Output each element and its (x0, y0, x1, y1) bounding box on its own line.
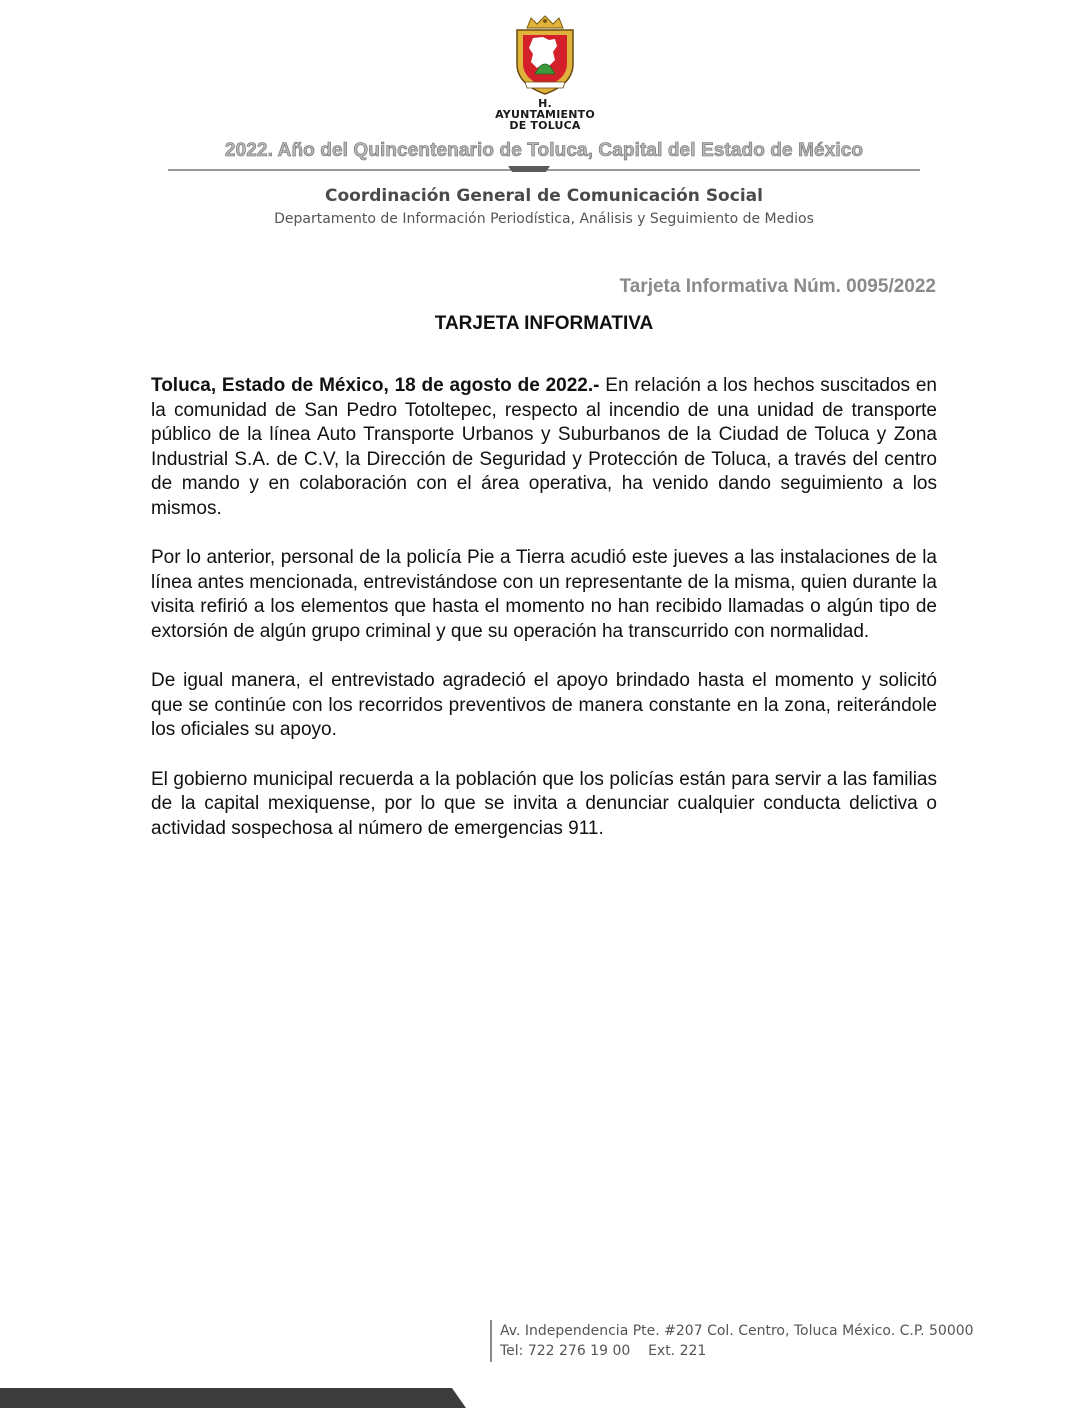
card-number: Tarjeta Informativa Núm. 0095/2022 (619, 276, 936, 297)
footer-contact (500, 1321, 974, 1361)
coordination-title: Coordinación General de Comunicación Social (325, 186, 763, 206)
logo-line-2: DE TOLUCA (509, 119, 581, 132)
department-subtitle: Departamento de Información Periodística, Análisis y Seguimiento de Medios (274, 211, 814, 227)
header-divider-accent (508, 166, 550, 172)
document-title: TARJETA INFORMATIVA (434, 313, 654, 334)
paragraph-4: El gobierno municipal recuerda a la población que los policías están para servir a las familias de la capital mexiquense, por lo que se invita a denunciar cualquier conducta delictiva o actividad sospechosa al número de emergencias 911. (151, 768, 937, 839)
logo-line-1: H. AYUNTAMIENTO (495, 97, 595, 121)
document-body (151, 374, 937, 866)
paragraph-2: Por lo anterior, personal de la policía Pie a Tierra acudió este jueves a las instalaciones de la línea antes mencionada, entrevistándose con un representante de la misma, quien durante la visita refirió a los elementos que hasta el momento no han recibido llamadas o algún tipo de extorsión de algún grupo criminal y que su operación ha transcurrido con normalidad. (151, 547, 937, 642)
coat-of-arms-icon (509, 14, 581, 98)
bottom-decorative-band (0, 1388, 466, 1408)
paragraph-3: De igual manera, el entrevistado agradeció el apoyo brindado hasta el momento y solicitó que se continúe con los recorridos preventivos de manera constante en la zona, reiterándole los oficiales su apoyo. (151, 670, 937, 741)
footer-divider (490, 1320, 492, 1362)
footer-phone: Tel: 722 276 19 00 Ext. 221 (500, 1343, 707, 1359)
footer-address: Av. Independencia Pte. #207 Col. Centro, Toluca México. C.P. 50000 (500, 1323, 974, 1339)
paragraph-1-lead: Toluca, Estado de México, 18 de agosto de 2022.- (151, 375, 600, 396)
paragraph-1 (151, 374, 937, 522)
paragraph-1-text: En relación a los hechos suscitados en la comunidad de San Pedro Totoltepec, respecto al incendio de una unidad de transporte público de la línea Auto Transporte Urbanos y Suburbanos de la Ciudad de Toluca y Zona Industrial S.A. de C.V, la Dirección de Seguridad y Protección de Toluca, a través del centro de mando y en colaboración con el área operativa, ha venido dando seguimiento a los mismos. (151, 375, 937, 519)
toluca-coat-of-arms-logo (490, 14, 600, 131)
year-banner: 2022. Año del Quincentenario de Toluca, Capital del Estado de México (224, 140, 864, 161)
